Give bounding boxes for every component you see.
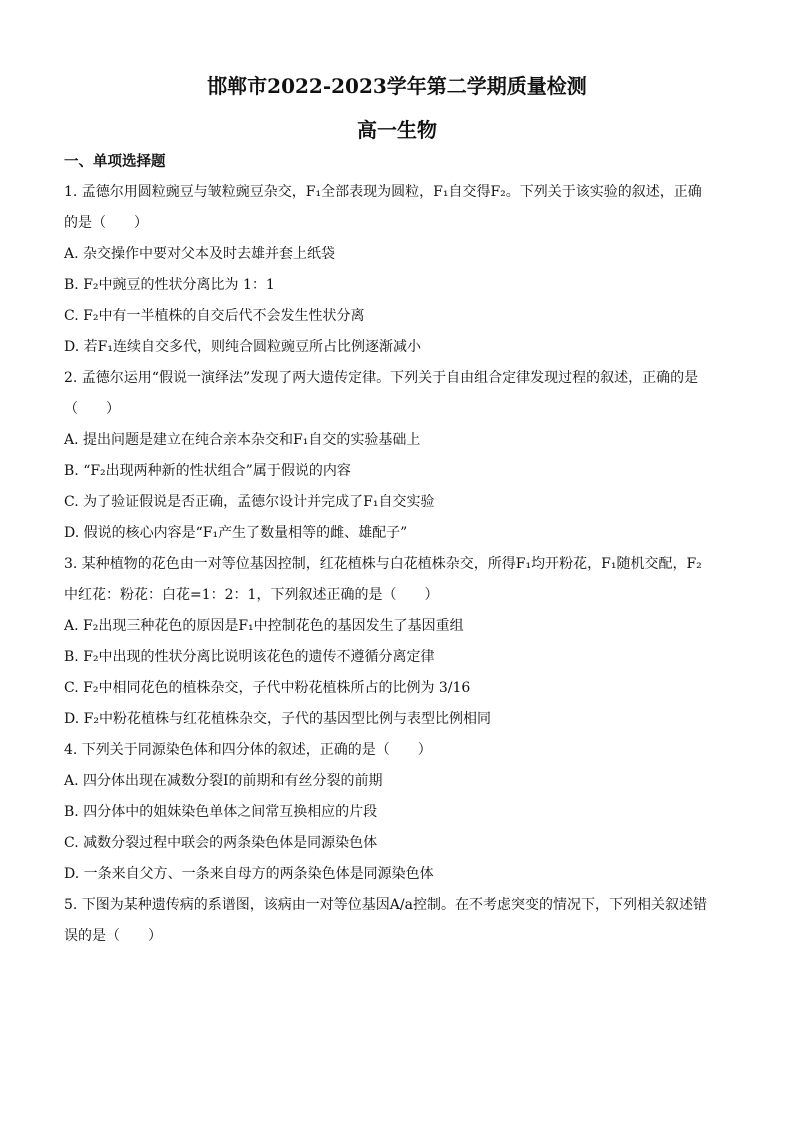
question-4-option-c: C. 减数分裂过程中联会的两条染色体是同源染色体 — [64, 835, 378, 851]
question-2-option-c: C. 为了验证假说是否正确，孟德尔设计并完成了F₁自交实验 — [64, 494, 435, 510]
question-4-option-d: D. 一条来自父方、一条来自母方的两条染色体是同源染色体 — [64, 866, 434, 882]
question-5-stem-line-1: 5. 下图为某种遗传病的系谱图，该病由一对等位基因A/a控制。在不考虑突变的情况下，下列相关叙述错 — [64, 897, 707, 913]
question-3-option-c: C. F₂中相同花色的植株杂交，子代中粉花植株所占的比例为 3/16 — [64, 680, 471, 696]
document-subtitle: 高一生物 — [357, 118, 437, 142]
question-2-stem-line-2: （ ） — [64, 401, 120, 417]
question-4-option-b: B. 四分体中的姐妹染色单体之间常互换相应的片段 — [64, 804, 378, 820]
question-2-option-d: D. 假说的核心内容是“F₁产生了数量相等的雌、雄配子” — [64, 525, 408, 541]
question-1-stem-line-2: 的是（ ） — [64, 215, 148, 231]
question-2-stem-line-1: 2. 孟德尔运用“假说一演绎法”发现了两大遗传定律。下列关于自由组合定律发现过程的叙述，正确的是 — [64, 370, 699, 386]
question-3-stem-line-1: 3. 某种植物的花色由一对等位基因控制，红花植株与白花植株杂交，所得F₁均开粉花，F₁随机交配，F₂ — [64, 556, 702, 572]
question-1-option-c: C. F₂中有一半植株的自交后代不会发生性状分离 — [64, 308, 365, 324]
question-5-stem-line-2: 误的是（ ） — [64, 928, 162, 944]
question-4-option-a: A. 四分体出现在减数分裂Ⅰ的前期和有丝分裂的前期 — [64, 773, 383, 789]
question-3-stem-line-2: 中红花：粉花：白花=1：2：1，下列叙述正确的是（ ） — [64, 587, 439, 603]
question-1-stem-line-1: 1. 孟德尔用圆粒豌豆与皱粒豌豆杂交，F₁全部表现为圆粒，F₁自交得F₂。下列关于该实验的叙述，正确 — [64, 184, 702, 200]
question-2-option-b: B. “F₂出现两种新的性状组合”属于假说的内容 — [64, 463, 351, 479]
question-3-option-a: A. F₂出现三种花色的原因是F₁中控制花色的基因发生了基因重组 — [64, 618, 464, 634]
section-heading: 一、单项选择题 — [64, 153, 166, 170]
question-1-option-b: B. F₂中豌豆的性状分离比为 1：1 — [64, 277, 275, 293]
question-4-stem: 4. 下列关于同源染色体和四分体的叙述，正确的是（ ） — [64, 742, 432, 758]
question-3-option-d: D. F₂中粉花植株与红花植株杂交，子代的基因型比例与表型比例相同 — [64, 711, 491, 727]
question-3-option-b: B. F₂中出现的性状分离比说明该花色的遗传不遵循分离定律 — [64, 649, 435, 665]
document-title: 邯郸市2022-2023学年第二学期质量检测 — [207, 74, 587, 98]
question-1-option-a: A. 杂交操作中要对父本及时去雄并套上纸袋 — [64, 246, 336, 262]
question-1-option-d: D. 若F₁连续自交多代，则纯合圆粒豌豆所占比例逐渐减小 — [64, 339, 421, 355]
question-2-option-a: A. 提出问题是建立在纯合亲本杂交和F₁自交的实验基础上 — [64, 432, 421, 448]
